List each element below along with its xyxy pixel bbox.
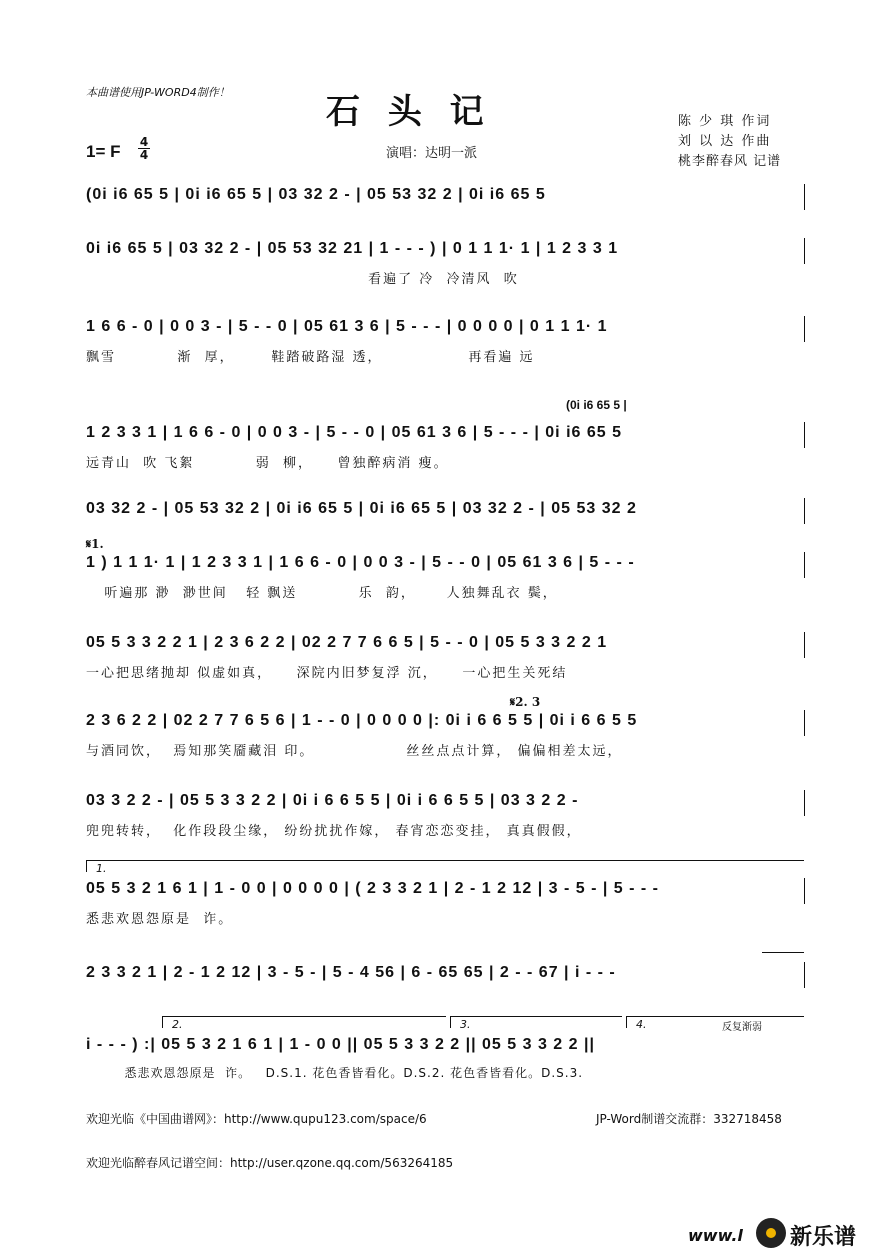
barline: [804, 962, 805, 988]
system-9-lyrics: 兜兜转转， 化作段段尘缘， 纷纷扰扰作嫁， 春宵恋恋变挂， 真真假假，: [86, 824, 582, 839]
system-7-notes: 05 5 3 3 2 2 1 | 2 3 6 2 2 | 02 2 7 7 6 6 5 | 5 - - 0 | 05 5 3 3 2 2 1: [86, 634, 608, 651]
watermark-brand: 新乐谱: [790, 1225, 857, 1250]
barline: [804, 710, 805, 736]
system-2-notes: 0i i6 65 5 | 03 32 2 - | 05 53 32 21 | 1 - - - ) | 0 1 1 1· 1 | 1 2 3 3 1: [86, 240, 619, 257]
system-9-notes: 03 3 2 2 - | 05 5 3 3 2 2 | 0i i 6 6 5 5 | 0i i 6 6 5 5 | 03 3 2 2 -: [86, 792, 579, 809]
key-signature: 1= F: [86, 142, 121, 161]
system-2-lyrics: 看遍了 冷 冷清风 吹: [86, 272, 519, 287]
fade-instruction: 反复渐弱: [722, 1022, 762, 1033]
system-12-lyrics: 悉悲欢恩怨原是 诈。 D.S.1. 花色香皆看化。D.S.2. 花色香皆看化。D.S.3.: [86, 1066, 584, 1080]
volta-bracket-3-edge: [450, 1016, 451, 1028]
time-bottom: 4: [139, 148, 149, 162]
system-3-notes: 1 6 6 - 0 | 0 0 3 - | 5 - - 0 | 05 61 3 6 | 5 - - - | 0 0 0 0 | 0 1 1 1· 1: [86, 318, 608, 335]
volta-bracket-2: [162, 1016, 446, 1017]
volta-bracket-1: [86, 860, 804, 861]
segno-mark-2-3: 𝄋2. 3: [510, 695, 541, 709]
barline: [804, 316, 805, 342]
intro-cue: (0i i6 65 5 |: [566, 398, 627, 412]
system-6-lyrics: 听遍那 渺 渺世间 轻 飘送 乐 韵， 人独舞乱衣 鬓，: [86, 586, 558, 601]
footer-group: JP-Word制谱交流群：332718458: [596, 1112, 782, 1126]
volta-bracket-1-edge: [86, 860, 87, 872]
watermark-url: www.l: [688, 1226, 743, 1245]
barline: [804, 552, 805, 578]
credit-lyricist: 陈 少 琪 作词: [678, 114, 772, 129]
system-4-lyrics: 远青山 吹 飞絮 弱 柳， 曾独醉病消 瘦。: [86, 456, 449, 471]
barline: [804, 632, 805, 658]
volta-label-3: 3.: [460, 1018, 471, 1031]
system-1-notes: (0i i6 65 5 | 0i i6 65 5 | 03 32 2 - | 05 53 32 2 | 0i i6 65 5: [86, 186, 546, 203]
barline: [804, 238, 805, 264]
credit-composer: 刘 以 达 作曲: [678, 134, 772, 149]
volta-bracket-4-edge: [626, 1016, 627, 1028]
system-11-notes: 2 3 3 2 1 | 2 - 1 2 12 | 3 - 5 - | 5 - 4 56 | 6 - 65 65 | 2 - - 67 | i - - -: [86, 964, 616, 981]
song-title: 石 头 记: [326, 92, 492, 132]
system-4-notes: 1 2 3 3 1 | 1 6 6 - 0 | 0 0 3 - | 5 - - 0 | 05 61 3 6 | 5 - - - | 0i i6 65 5: [86, 424, 622, 441]
volta-label-4: 4.: [636, 1018, 647, 1031]
made-with-note: 本曲谱使用JP-WORD4制作！: [86, 86, 230, 99]
time-top: 4: [139, 135, 149, 149]
system-7-lyrics: 一心把思绪抛却 似虚如真， 深院内旧梦复浮 沉， 一心把生关死结: [86, 666, 568, 681]
volta-bracket-4: [626, 1016, 804, 1017]
system-8-lyrics: 与酒同饮， 焉知那笑靥藏泪 印。 丝丝点点计算， 偏偏相差太远，: [86, 744, 623, 759]
system-5-notes: 03 32 2 - | 05 53 32 2 | 0i i6 65 5 | 0i i6 65 5 | 03 32 2 - | 05 53 32 2: [86, 500, 637, 517]
credit-transcriber: 桃李醉春风 记谱: [678, 154, 782, 169]
volta-bracket-3: [450, 1016, 622, 1017]
barline: [804, 878, 805, 904]
barline: [804, 184, 805, 210]
barline: [804, 498, 805, 524]
system-12-notes: i - - - ) :| 05 5 3 2 1 6 1 | 1 - 0 0 || 05 5 3 3 2 2 || 05 5 3 3 2 2 ||: [86, 1036, 595, 1053]
volta-label-1: 1.: [96, 862, 107, 875]
footer-space-link[interactable]: 欢迎光临醉春风记谱空间：http://user.qzone.qq.com/563264185: [86, 1156, 454, 1170]
system-3-lyrics: 飘雪 渐 厚， 鞋踏破路湿 透， 再看遍 远: [86, 350, 535, 365]
volta-bracket-2-edge: [162, 1016, 163, 1028]
barline: [804, 422, 805, 448]
barline: [804, 790, 805, 816]
time-signature: [138, 136, 150, 161]
singer-credit: 演唱：达明一派: [386, 146, 478, 161]
tie-line: [762, 952, 804, 953]
volta-label-2: 2.: [172, 1018, 183, 1031]
watermark-logo-icon: [756, 1218, 786, 1248]
segno-mark-1: 𝄋1.: [86, 537, 104, 551]
footer-site-link[interactable]: 欢迎光临《中国曲谱网》：http://www.qupu123.com/space/6: [86, 1112, 427, 1126]
system-10-lyrics: 悉悲欢恩怨原是 诈。: [86, 912, 234, 927]
system-10-notes: 05 5 3 2 1 6 1 | 1 - 0 0 | 0 0 0 0 | ( 2 3 3 2 1 | 2 - 1 2 12 | 3 - 5 - | 5 - - -: [86, 880, 660, 897]
system-6-notes: 1 ) 1 1 1· 1 | 1 2 3 3 1 | 1 6 6 - 0 | 0 0 3 - | 5 - - 0 | 05 61 3 6 | 5 - - -: [86, 554, 635, 571]
system-8-notes: 2 3 6 2 2 | 02 2 7 7 6 5 6 | 1 - - 0 | 0 0 0 0 |: 0i i 6 6 5 5 | 0i i 6 6 5 5: [86, 712, 638, 729]
